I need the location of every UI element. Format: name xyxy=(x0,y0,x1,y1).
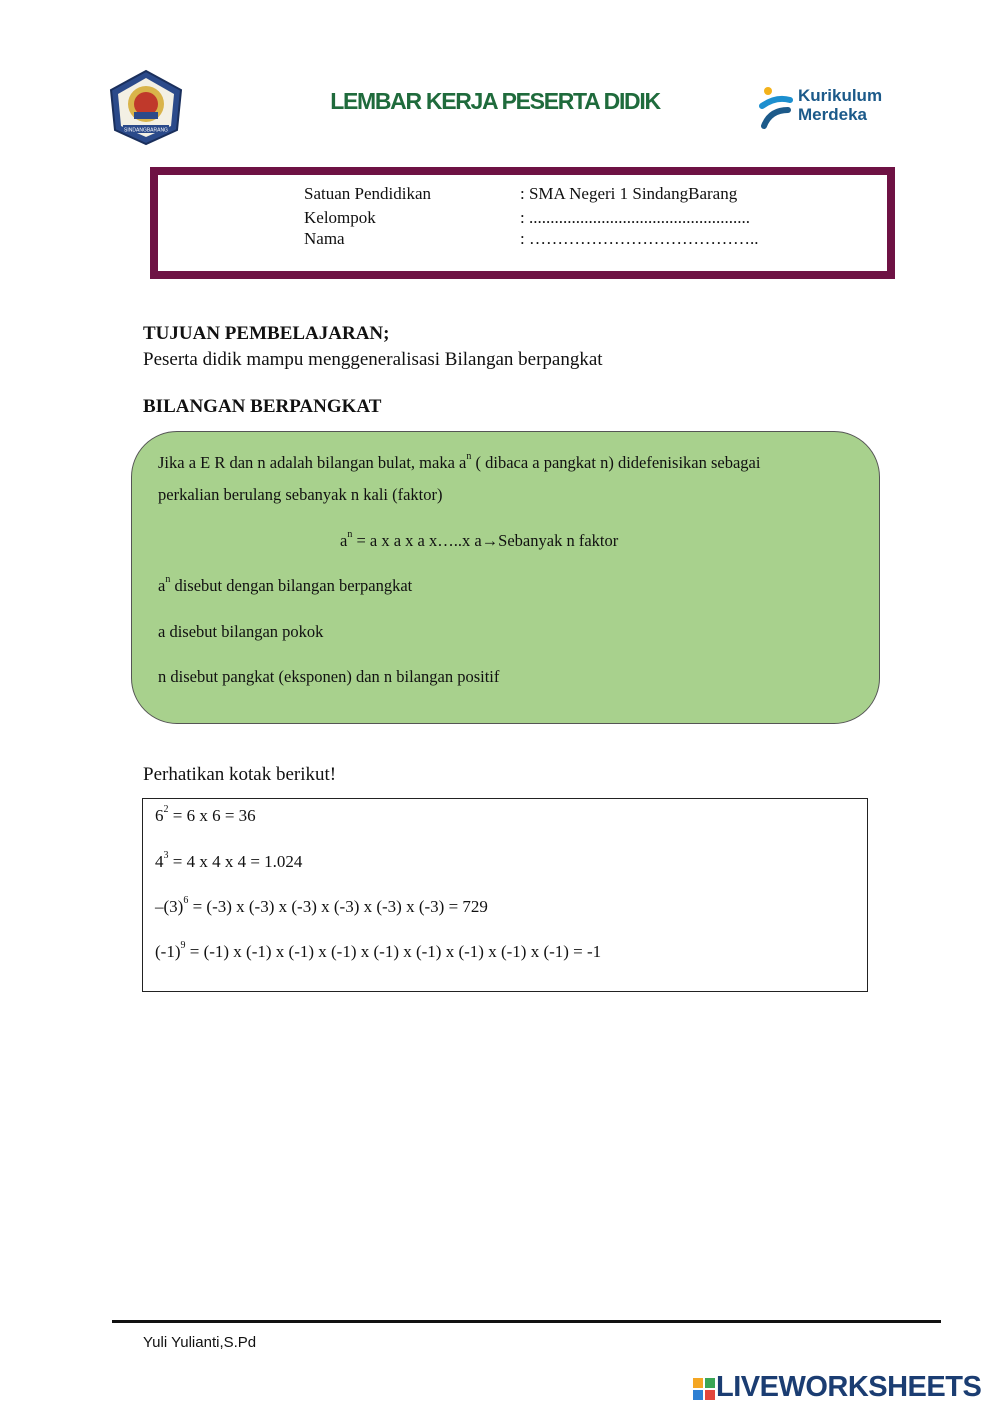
objective-heading: TUJUAN PEMBELAJARAN; xyxy=(143,323,390,344)
example-line: $4^3 = 4$ x 4 x 4 = 1.024 xyxy=(155,850,303,871)
kurikulum-merdeka-logo-text: Kurikulum Merdeka xyxy=(798,86,883,124)
identity-value: : SMA Negeri 1 SindangBarang xyxy=(520,184,738,203)
identity-box xyxy=(150,167,895,279)
identity-label: Satuan Pendidikan xyxy=(304,184,432,203)
definition-formula: $a^n = a$ x a x a x…..x a→Sebanyak n faktor xyxy=(340,529,619,550)
example-line: $-(3)^6 = (-3)$ x (-3) x (-3) x (-3) x (-3) x (-3) = 729 xyxy=(155,895,488,916)
definition-line: n disebut pangkat (eksponen) dan n bilangan positif xyxy=(158,667,500,686)
group-field[interactable]: : .................................................... xyxy=(520,208,750,227)
example-line: $6^2 = 6$ x 6 = 36 xyxy=(155,804,256,825)
example-line: $(-1)^9 = (-1)$ x (-1) x (-1) x (-1) x (-1) x (-1) x (-1) x (-1) x (-1) = -1 xyxy=(155,940,602,961)
definition-line: a disebut bilangan pokok xyxy=(158,622,324,641)
page-title: LEMBAR KERJA PESERTA DIDIK xyxy=(330,88,660,114)
definition-line: Jika a E R dan n adalah bilangan bulat, maka $a^n$ ( dibaca a pangkat n) didefenisikan sebagai xyxy=(158,451,761,472)
svg-text:SINDANGBARANG: SINDANGBARANG xyxy=(124,127,168,134)
section-heading: BILANGAN BERPANGKAT xyxy=(143,396,382,417)
definition-line: perkalian berulang sebanyak n kali (faktor) xyxy=(158,485,443,504)
definition-line: $a^n$ disebut dengan bilangan berpangkat xyxy=(158,574,413,595)
examples-intro: Perhatikan kotak berikut! xyxy=(143,764,337,785)
kurikulum-merdeka-logo-icon xyxy=(758,84,798,132)
liveworksheets-logo-icon xyxy=(693,1378,715,1400)
school-emblem-icon xyxy=(107,68,185,146)
identity-label: Nama xyxy=(304,229,345,248)
author-name: Yuli Yulianti,S.Pd xyxy=(143,1334,257,1351)
examples-box xyxy=(142,798,868,992)
identity-label: Kelompok xyxy=(304,208,376,227)
liveworksheets-brand: LIVEWORKSHEETS xyxy=(716,1371,982,1403)
footer-divider xyxy=(112,1320,941,1323)
objective-text: Peserta didik mampu menggeneralisasi Bilangan berpangkat xyxy=(143,349,603,370)
name-field[interactable]: : ………………………………….. xyxy=(520,229,759,248)
definition-box xyxy=(131,431,880,724)
